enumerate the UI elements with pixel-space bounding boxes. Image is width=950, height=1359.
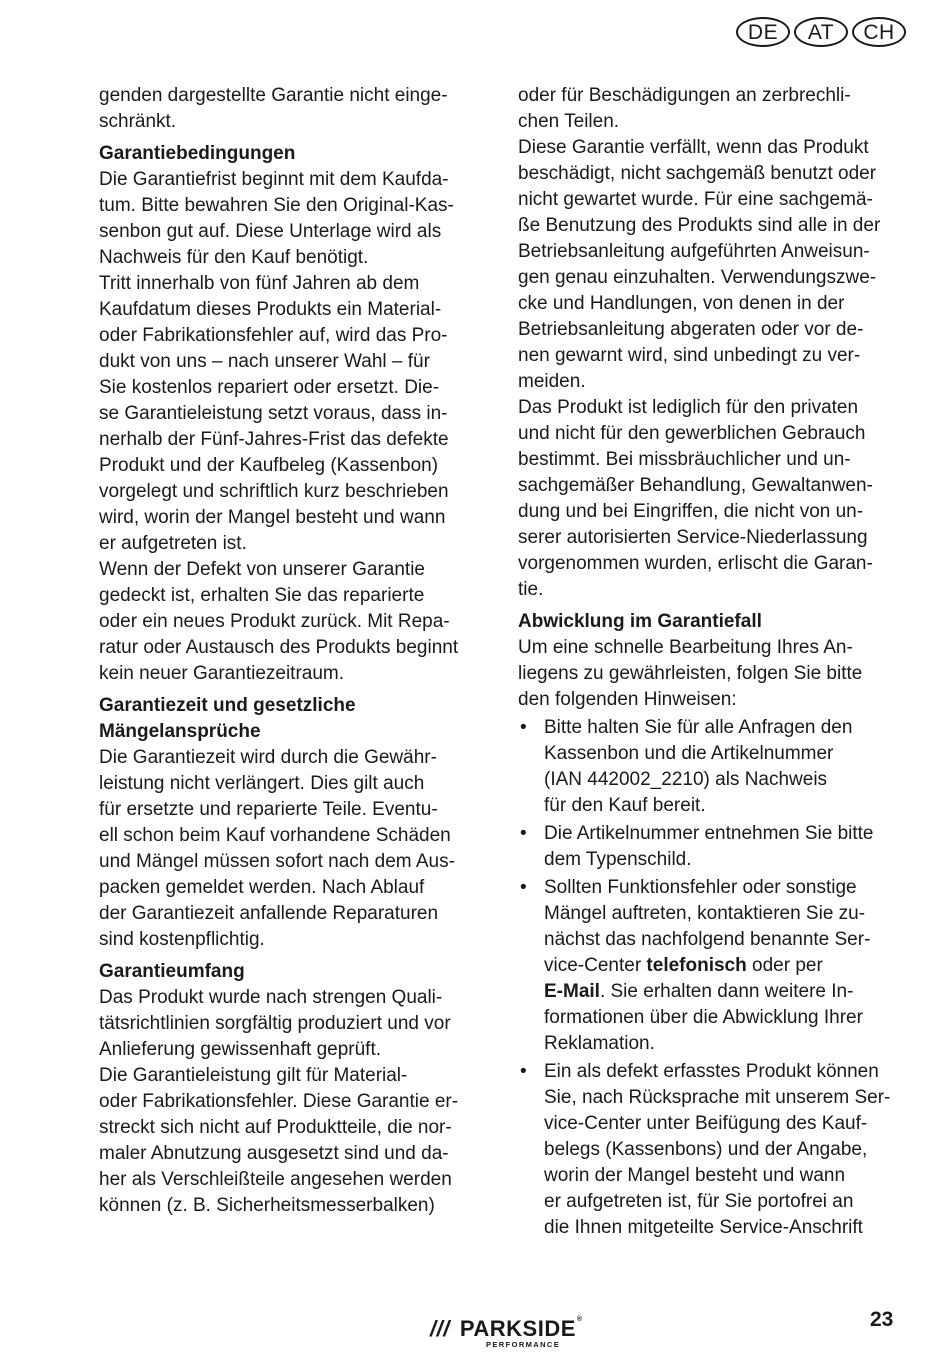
- text-line: die Ihnen mitgeteilte Service-Anschrift: [544, 1217, 863, 1238]
- text-line: oder für Beschädigungen an zerbrechli-: [518, 85, 851, 106]
- text-line: genden dargestellte Garantie nicht einge-: [99, 85, 448, 106]
- text-line: wird, worin der Mangel besteht und wann: [99, 507, 446, 528]
- bold-text: E-Mail: [544, 981, 600, 1002]
- paragraph: [518, 135, 908, 395]
- bullet-item: [518, 875, 908, 1057]
- paragraph: [99, 985, 489, 1063]
- text-line: er aufgetreten ist, für Sie portofrei an: [544, 1191, 854, 1212]
- text-line: Produkt und der Kaufbeleg (Kassenbon): [99, 455, 439, 476]
- bullet-icon: •: [520, 823, 527, 844]
- text-line: [544, 953, 908, 979]
- text-line: Nachweis für den Kauf benötigt.: [99, 247, 369, 268]
- bullet-icon: •: [520, 1061, 527, 1082]
- text-line: Kaufdatum dieses Produkts ein Material-: [99, 299, 442, 320]
- paragraph: [518, 83, 908, 135]
- text-line: Abwicklung im Garantiefall: [518, 611, 762, 632]
- text-line: Bitte halten Sie für alle Anfragen den: [544, 717, 853, 738]
- text-line: können (z. B. Sicherheitsmesserbalken): [99, 1195, 435, 1216]
- text-line: meiden.: [518, 371, 586, 392]
- bullet-item: [518, 821, 908, 873]
- text-line: streckt sich nicht auf Produktteile, die nor-: [99, 1117, 452, 1138]
- text-line: Mängelansprüche: [99, 721, 261, 742]
- text-line: Die Garantiezeit wird durch die Gewähr-: [99, 747, 437, 768]
- section-heading: [99, 693, 489, 745]
- text-line: der Garantiezeit anfallende Reparaturen: [99, 903, 439, 924]
- text-segment: . Sie erhalten dann weitere In-: [599, 981, 854, 1002]
- text-line: [544, 979, 908, 1005]
- page-number: 23: [870, 1308, 894, 1331]
- parkside-logo: [430, 1316, 583, 1349]
- section-heading: [99, 959, 489, 985]
- logo-brand: PARKSIDE: [459, 1316, 576, 1341]
- text-line: ell schon beim Kauf vorhandene Schäden: [99, 825, 451, 846]
- paragraph: [518, 635, 908, 713]
- left-column: [99, 83, 489, 1219]
- text-line: und nicht für den gewerblichen Gebrauch: [518, 423, 866, 444]
- bullet-item: [518, 715, 908, 819]
- paragraph: [99, 1063, 489, 1219]
- text-line: Um eine schnelle Bearbeitung Ihres An-: [518, 637, 853, 658]
- paragraph: [99, 83, 489, 135]
- paragraph: [99, 167, 489, 271]
- text-line: Das Produkt wurde nach strengen Quali-: [99, 987, 443, 1008]
- text-line: gen genau einzuhalten. Verwendungszwe-: [518, 267, 877, 288]
- country-badge-ch: CH: [852, 17, 906, 47]
- text-line: Betriebsanleitung abgeraten oder vor de-: [518, 319, 864, 340]
- bold-text: telefonisch: [646, 955, 747, 976]
- text-line: senbon gut auf. Diese Unterlage wird als: [99, 221, 442, 242]
- text-line: oder Fabrikationsfehler auf, wird das Pro-: [99, 325, 448, 346]
- text-line: Kassenbon und die Artikelnummer: [544, 743, 834, 764]
- text-line: den folgenden Hinweisen:: [518, 689, 737, 710]
- logo-registered: ®: [576, 1316, 583, 1323]
- text-line: ratur oder Austausch des Produkts beginnt: [99, 637, 459, 658]
- section-heading: [518, 609, 908, 635]
- text-line: belegs (Kassenbons) und der Angabe,: [544, 1139, 868, 1160]
- text-line: Diese Garantie verfällt, wenn das Produkt: [518, 137, 869, 158]
- text-line: für ersetzte und reparierte Teile. Eventu-: [99, 799, 438, 820]
- text-line: und Mängel müssen sofort nach dem Aus-: [99, 851, 455, 872]
- logo-subtitle: PERFORMANCE: [486, 1340, 561, 1349]
- paragraph: [99, 745, 489, 953]
- text-line: Tritt innerhalb von fünf Jahren ab dem: [99, 273, 420, 294]
- text-line: sachgemäßer Behandlung, Gewaltanwen-: [518, 475, 873, 496]
- text-line: vorgelegt und schriftlich kurz beschrieben: [99, 481, 449, 502]
- text-line: Die Garantieleistung gilt für Material-: [99, 1065, 408, 1086]
- text-line: chen Teilen.: [518, 111, 620, 132]
- text-line: worin der Mangel besteht und wann: [544, 1165, 846, 1186]
- text-line: Reklamation.: [544, 1033, 655, 1054]
- text-line: Anlieferung gewissenhaft geprüft.: [99, 1039, 382, 1060]
- paragraph: [99, 271, 489, 557]
- text-line: Die Artikelnummer entnehmen Sie bitte: [544, 823, 874, 844]
- bullet-icon: •: [520, 717, 527, 738]
- text-line: er aufgetreten ist.: [99, 533, 247, 554]
- text-line: her als Verschleißteile angesehen werden: [99, 1169, 452, 1190]
- text-line: sind kostenpflichtig.: [99, 929, 265, 950]
- text-line: beschädigt, nicht sachgemäß benutzt oder: [518, 163, 877, 184]
- text-line: Das Produkt ist lediglich für den privaten: [518, 397, 859, 418]
- text-line: schränkt.: [99, 111, 177, 132]
- text-line: kein neuer Garantiezeitraum.: [99, 663, 345, 684]
- text-line: Garantiebedingungen: [99, 143, 296, 164]
- text-line: Garantieumfang: [99, 961, 245, 982]
- text-line: vorgenommen wurden, erlischt die Garan-: [518, 553, 873, 574]
- text-line: cke und Handlungen, von denen in der: [518, 293, 845, 314]
- country-badges: [736, 17, 906, 47]
- text-line: Sie, nach Rücksprache mit unserem Ser-: [544, 1087, 891, 1108]
- section-heading: [99, 141, 489, 167]
- country-badge-at: AT: [794, 17, 848, 47]
- text-line: Die Garantiefrist beginnt mit dem Kaufda-: [99, 169, 449, 190]
- text-line: Betriebsanleitung aufgeführten Anweisun-: [518, 241, 870, 262]
- text-line: ße Benutzung des Produkts sind alle in der: [518, 215, 881, 236]
- paragraph: [518, 395, 908, 603]
- text-segment: vice-Center: [544, 955, 647, 976]
- logo-slashes: ///: [430, 1316, 450, 1341]
- text-line: Sie kostenlos repariert oder ersetzt. Die-: [99, 377, 440, 398]
- text-line: Mängel auftreten, kontaktieren Sie zu-: [544, 903, 866, 924]
- text-line: leistung nicht verlängert. Dies gilt auch: [99, 773, 425, 794]
- text-line: bestimmt. Bei missbräuchlicher und un-: [518, 449, 851, 470]
- text-line: Wenn der Defekt von unserer Garantie: [99, 559, 425, 580]
- text-line: gedeckt ist, erhalten Sie das reparierte: [99, 585, 425, 606]
- text-line: tum. Bitte bewahren Sie den Original-Kas-: [99, 195, 454, 216]
- text-line: serer autorisierten Service-Niederlassung: [518, 527, 868, 548]
- text-line: Sollten Funktionsfehler oder sonstige: [544, 877, 857, 898]
- text-line: dung und bei Eingriffen, die nicht von un-: [518, 501, 864, 522]
- text-line: dem Typenschild.: [544, 849, 692, 870]
- text-line: packen gemeldet werden. Nach Ablauf: [99, 877, 425, 898]
- text-line: Ein als defekt erfasstes Produkt können: [544, 1061, 879, 1082]
- text-line: oder Fabrikationsfehler. Diese Garantie er-: [99, 1091, 459, 1112]
- text-line: se Garantieleistung setzt voraus, dass in-: [99, 403, 448, 424]
- text-line: formationen über die Abwicklung Ihrer: [544, 1007, 863, 1028]
- text-line: tie.: [518, 579, 544, 600]
- text-line: tätsrichtlinien sorgfältig produziert und vor: [99, 1013, 451, 1034]
- text-segment: oder per: [746, 955, 823, 976]
- text-line: dukt von uns – nach unserer Wahl – für: [99, 351, 430, 372]
- text-line: (IAN 442002_2210) als Nachweis: [544, 769, 828, 790]
- text-line: nerhalb der Fünf-Jahres-Frist das defekte: [99, 429, 449, 450]
- text-line: Garantiezeit und gesetzliche: [99, 695, 356, 716]
- bullet-icon: •: [520, 877, 527, 898]
- text-line: nächst das nachfolgend benannte Ser-: [544, 929, 871, 950]
- text-line: vice-Center unter Beifügung des Kauf-: [544, 1113, 868, 1134]
- right-column: [518, 83, 908, 1241]
- paragraph: [99, 557, 489, 687]
- text-line: liegens zu gewährleisten, folgen Sie bitte: [518, 663, 863, 684]
- text-line: maler Abnutzung ausgesetzt sind und da-: [99, 1143, 449, 1164]
- text-line: für den Kauf bereit.: [544, 795, 706, 816]
- text-line: oder ein neues Produkt zurück. Mit Repa-: [99, 611, 450, 632]
- bullet-item: [518, 1059, 908, 1241]
- text-line: nicht gewartet wurde. Für eine sachgemä-: [518, 189, 873, 210]
- country-badge-de: DE: [736, 17, 790, 47]
- text-line: nen gewarnt wird, sind unbedingt zu ver-: [518, 345, 861, 366]
